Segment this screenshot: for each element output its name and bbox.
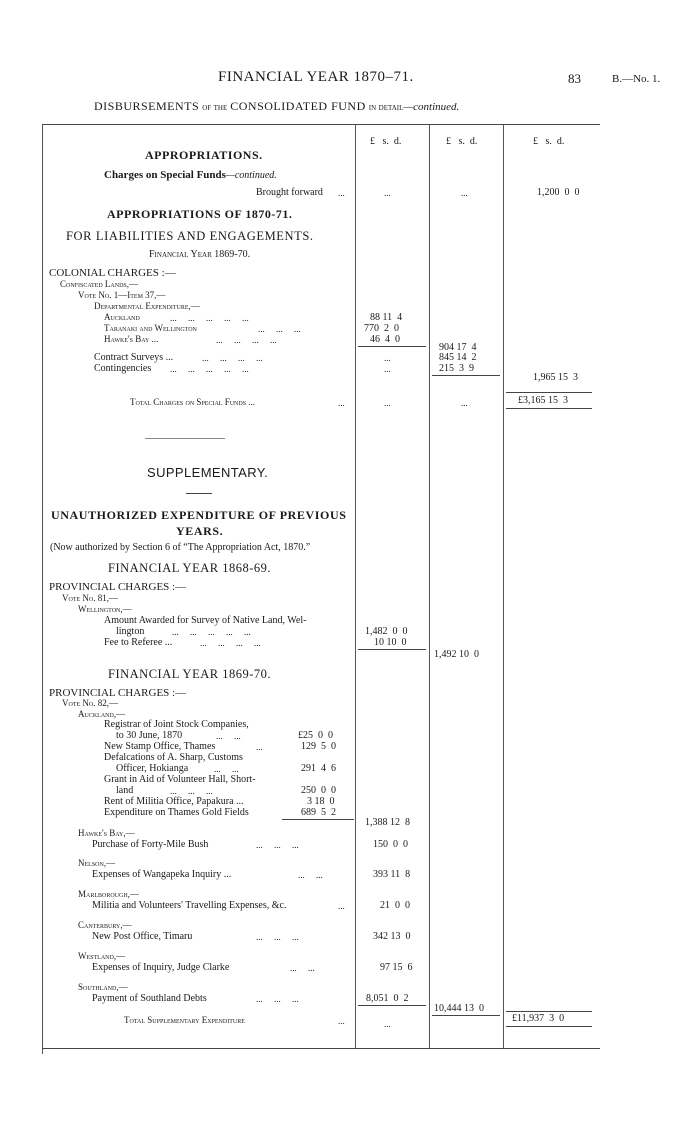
row-label: Contract Surveys ... — [94, 352, 174, 363]
sum-rule — [506, 1026, 592, 1027]
row-label: Hawke's Bay ... — [104, 334, 159, 344]
row-label: Auckland — [104, 312, 140, 322]
sum-rule — [506, 1011, 592, 1012]
cell-value: 10 10 0 — [374, 637, 407, 648]
total-label: Total Supplementary Expenditure — [124, 1015, 245, 1025]
cell-value: 88 11 4 — [370, 312, 403, 323]
column-rule — [503, 124, 504, 1048]
document-reference: B.—No. 1. — [612, 73, 661, 85]
subcategory: Southland,— — [78, 982, 128, 992]
subcategory: Vote No. 1—Item 37,— — [78, 290, 166, 300]
subcategory: Auckland,— — [78, 709, 126, 719]
cell-value: 150 0 0 — [373, 839, 408, 850]
cell-value: ... — [384, 398, 391, 408]
cell-value: ... — [384, 364, 391, 374]
cell-value: 1,200 0 0 — [537, 187, 580, 198]
leader-dots: ... ... — [290, 963, 315, 973]
heading-rule — [186, 493, 212, 494]
table-left-border — [42, 124, 43, 1054]
subcategory: Nelson,— — [78, 858, 116, 868]
cell-value: 97 15 6 — [380, 962, 413, 973]
row-label: Registrar of Joint Stock Companies, — [104, 719, 249, 730]
column-header: £ s. d. — [370, 136, 402, 147]
subcategory: Vote No. 81,— — [62, 593, 118, 603]
total-label: Total Charges on Special Funds ... — [130, 397, 256, 407]
subcategory: Westland,— — [78, 951, 126, 961]
leader-dots: ... ... ... — [256, 932, 299, 942]
leader-dots: ... ... — [298, 870, 323, 880]
cell-value: 904 17 4 — [439, 342, 477, 353]
row-label: New Stamp Office, Thames — [104, 741, 216, 752]
cell-value: ... — [384, 1019, 391, 1029]
subcategory: Hawke's Bay,— — [78, 828, 135, 838]
row-label: New Post Office, Timaru — [92, 931, 193, 942]
fiscal-year: Financial Year 1869-70. — [149, 249, 251, 260]
section-heading: SUPPLEMENTARY. — [147, 465, 269, 480]
subcategory: Canterbury,— — [78, 920, 132, 930]
cell-value: ... — [384, 188, 391, 198]
note: (Now authorized by Section 6 of “The Appropriation Act, 1870.” — [50, 542, 311, 553]
section-heading: UNAUTHORIZED EXPENDITURE OF PREVIOUS — [51, 508, 347, 522]
subheading — [104, 170, 277, 181]
sum-rule — [506, 408, 592, 409]
cell-value: ... — [461, 398, 468, 408]
page-title: FINANCIAL YEAR 1870–71. — [218, 69, 414, 85]
cell-value: 342 13 0 — [373, 931, 411, 942]
leader-dots: ... — [338, 188, 345, 198]
fiscal-year: FINANCIAL YEAR 1868-69. — [108, 561, 271, 575]
cell-value: ... — [461, 188, 468, 198]
cell-value: 1,388 12 8 — [365, 817, 410, 828]
subtitle-part: —continued. — [403, 101, 460, 113]
column-rule — [429, 124, 430, 1048]
section-heading: YEARS. — [176, 524, 224, 538]
cell-value: 10,444 13 0 — [434, 1003, 484, 1014]
column-header: £ s. d. — [533, 136, 565, 147]
sum-rule — [358, 346, 426, 347]
subcategory: Confiscated Lands,— — [60, 279, 139, 289]
row-label: Expenses of Wangapeka Inquiry ... — [92, 869, 232, 880]
cell-value: 46 4 0 — [370, 334, 400, 345]
subcategory: Marlborough,— — [78, 889, 139, 899]
leader-dots: ... ... ... ... ... — [170, 364, 249, 374]
leader-dots: ... ... ... ... ... — [172, 627, 251, 637]
cell-value: 1,965 15 3 — [533, 372, 578, 383]
leader-dots: ... — [338, 398, 345, 408]
row-label: Expenditure on Thames Gold Fields — [104, 807, 249, 818]
category-heading: COLONIAL CHARGES :— — [49, 267, 176, 279]
subtitle-part: DISBURSEMENTS — [94, 99, 200, 113]
leader-dots: ... ... ... ... — [202, 353, 263, 363]
leader-dots: ... — [338, 901, 345, 911]
subheading-text: Charges on Special Funds — [104, 169, 226, 181]
page-subtitle — [94, 100, 459, 113]
row-label: Grant in Aid of Volunteer Hall, Short- — [104, 774, 256, 785]
column-header: £ s. d. — [446, 136, 478, 147]
cell-value: 8,051 0 2 — [366, 993, 409, 1004]
column-rule — [355, 124, 356, 1048]
sum-rule — [506, 392, 592, 393]
row-label: land — [116, 785, 134, 796]
sum-rule — [358, 1005, 426, 1006]
cell-value: 393 11 8 — [373, 869, 411, 880]
row-label: lington — [116, 626, 145, 637]
cell-value: 689 5 2 — [301, 807, 336, 818]
section-divider — [145, 438, 225, 439]
cell-value: 129 5 0 — [301, 741, 336, 752]
section-heading: APPROPRIATIONS OF 1870-71. — [107, 207, 293, 221]
subcategory: Departmental Expenditure,— — [94, 301, 200, 311]
row-label: Payment of Southland Debts — [92, 993, 207, 1004]
leader-dots: ... ... ... — [256, 994, 299, 1004]
leader-dots: ... ... ... — [258, 324, 301, 334]
leader-dots: ... ... ... ... ... — [170, 313, 249, 323]
row-label: Amount Awarded for Survey of Native Land, Wel- — [104, 615, 307, 626]
leader-dots: ... — [338, 1016, 345, 1026]
cell-value: £25 0 0 — [298, 730, 333, 741]
row-label: Purchase of Forty-Mile Bush — [92, 839, 209, 850]
category-heading: PROVINCIAL CHARGES :— — [49, 687, 187, 699]
table-top-rule — [42, 124, 600, 125]
row-label: Expenses of Inquiry, Judge Clarke — [92, 962, 230, 973]
sum-rule — [432, 375, 500, 376]
subtitle-part: of the — [202, 102, 228, 113]
cell-value: 1,492 10 0 — [434, 649, 479, 660]
leader-dots: ... ... ... — [256, 840, 299, 850]
subtitle-part: CONSOLIDATED FUND — [230, 99, 366, 113]
sum-rule — [282, 819, 354, 820]
cell-value: 770 2 0 — [364, 323, 399, 334]
cell-value: 215 3 9 — [439, 363, 474, 374]
leader-dots: ... ... ... ... — [216, 335, 277, 345]
leader-dots: ... ... — [214, 764, 239, 774]
section-heading: FOR LIABILITIES AND ENGAGEMENTS. — [66, 229, 314, 243]
grand-total: £3,165 15 3 — [518, 395, 568, 406]
leader-dots: ... ... ... — [170, 786, 213, 796]
fiscal-year: FINANCIAL YEAR 1869-70. — [108, 667, 271, 681]
cell-value: 845 14 2 — [439, 352, 477, 363]
sum-rule — [358, 649, 426, 650]
row-label: Rent of Militia Office, Papakura ... — [104, 796, 244, 807]
subtitle-part: in detail — [368, 102, 404, 113]
row-label: Defalcations of A. Sharp, Customs — [104, 752, 243, 763]
cell-value: 250 0 0 — [301, 785, 336, 796]
table-bottom-rule — [42, 1048, 600, 1049]
leader-dots: ... ... — [216, 731, 241, 741]
row-label: Militia and Volunteers' Travelling Expenses, &c. — [92, 900, 287, 911]
section-heading: APPROPRIATIONS. — [145, 148, 263, 162]
leader-dots: ... — [256, 742, 263, 752]
row-label: Brought forward — [256, 187, 323, 198]
subcategory: Wellington,— — [78, 604, 132, 614]
subheading-text: —continued. — [225, 170, 277, 181]
cell-value: 1,482 0 0 — [365, 626, 408, 637]
leader-dots: ... ... ... ... — [200, 638, 261, 648]
row-label: Taranaki and Wellington — [104, 323, 197, 333]
row-label: Contingencies — [94, 363, 152, 374]
row-label: to 30 June, 1870 — [116, 730, 183, 741]
page-number: 83 — [568, 71, 581, 86]
cell-value: 3 18 0 — [307, 796, 335, 807]
cell-value: 291 4 6 — [301, 763, 336, 774]
row-label: Officer, Hokianga — [116, 763, 189, 774]
grand-total: £11,937 3 0 — [512, 1013, 565, 1024]
row-label: Fee to Referee ... — [104, 637, 173, 648]
cell-value: 21 0 0 — [380, 900, 410, 911]
category-heading: PROVINCIAL CHARGES :— — [49, 581, 187, 593]
sum-rule — [432, 1015, 500, 1016]
cell-value: ... — [384, 353, 391, 363]
subcategory: Vote No. 82,— — [62, 698, 118, 708]
